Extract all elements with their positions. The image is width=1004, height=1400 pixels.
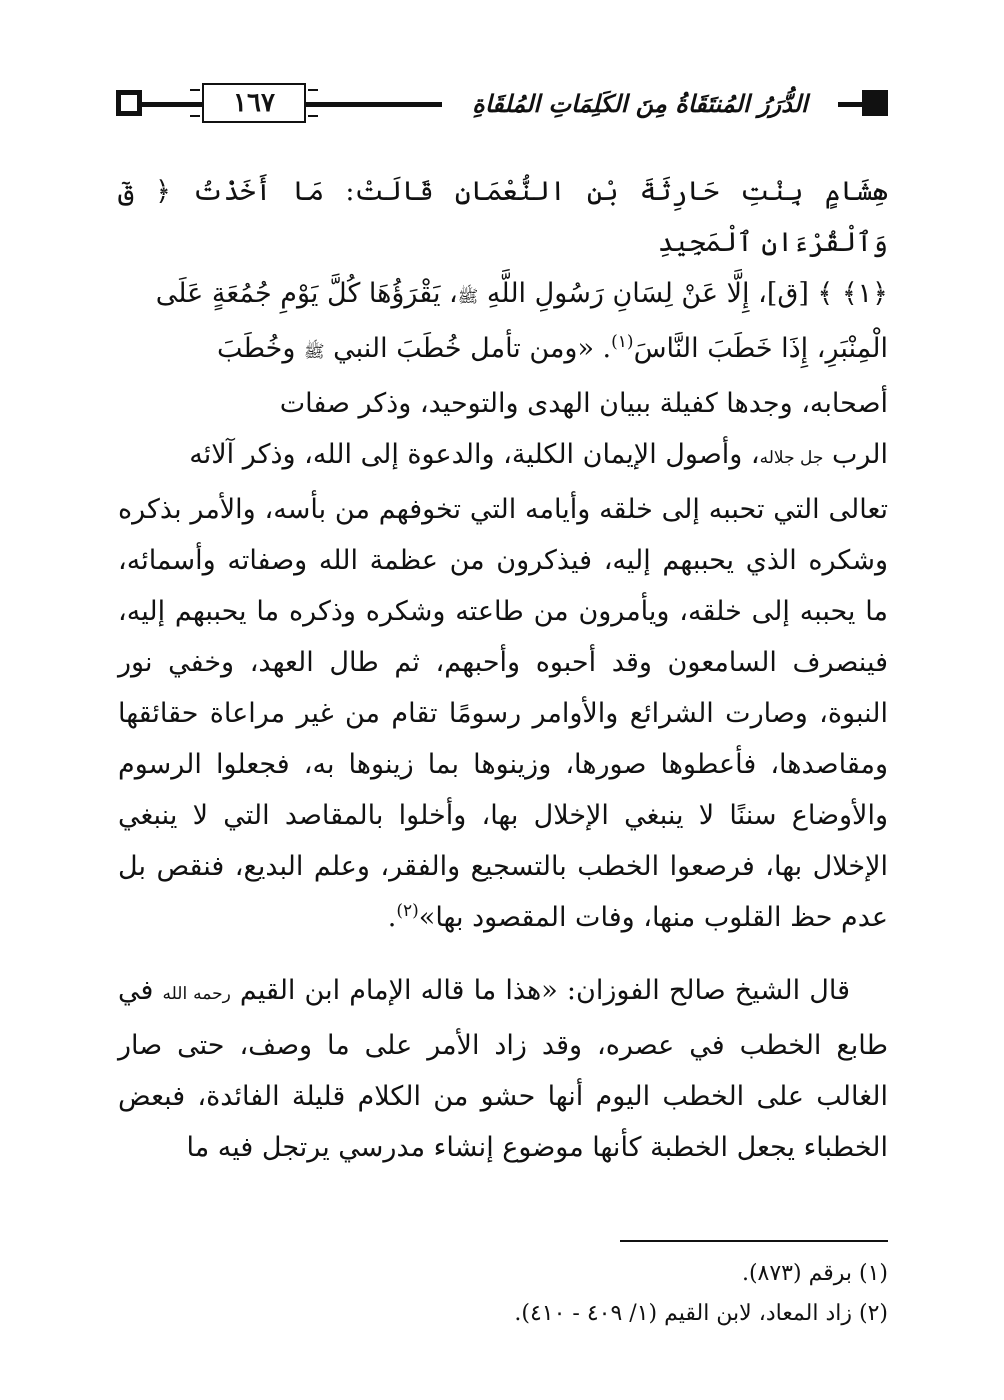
- text-line: ، وأصول الإيمان الكلية، والدعوة إلى الله، وذكر آلائه: [189, 439, 760, 470]
- footnote-2: (٢) زاد المعاد، لابن القيم (١/ ٤٠٩ - ٤١٠).: [514, 1301, 888, 1326]
- header-left-square-ornament: [116, 90, 142, 116]
- text-line: .: [387, 902, 397, 933]
- text-line: الرب: [831, 439, 888, 470]
- text-line: أصحابه، وجدها كفيلة ببيان الهدى والتوحيد، وذكر صفات: [279, 388, 888, 419]
- text-line: . «ومن تأمل خُطَبَ النبي: [333, 333, 612, 364]
- header-right-square-ornament: [862, 90, 888, 116]
- honorific-glyph: ﷺ: [303, 342, 325, 362]
- honorific-glyph: جل جلاله: [759, 448, 824, 468]
- text-line: الْمِنْبَرِ، إِذَا خَطَبَ النَّاسَ: [633, 333, 888, 364]
- text-block: في طابع الخطب في عصره، وقد زاد الأمر على ما وصف، حتى صار الغالب على الخطب اليوم أنها حشو من الكلام قليلة الفائدة، فبعض الخطباء يجعل الخطبة كأنها موضوع إنشاء مدرسي يرتجل فيه ما: [118, 975, 888, 1163]
- paragraph-1: [118, 166, 888, 943]
- text-line: وخُطَبَ: [217, 333, 296, 364]
- text-line: ، يَقْرَؤُهَا كُلَّ يَوْمِ جُمُعَةٍ عَلَى: [155, 278, 458, 309]
- page-number: ١٦٧: [202, 83, 306, 123]
- honorific-glyph: ﷺ: [457, 287, 479, 307]
- honorific-glyph: رحمه الله: [162, 984, 231, 1004]
- footnote-ref: (١): [611, 332, 634, 352]
- text-line: ﴿١﴾ ﴾ [ق]، إِلَّا عَنْ لِسَانِ رَسُولِ اللَّهِ: [486, 278, 888, 309]
- footnote-separator: [620, 1240, 888, 1242]
- main-text: [118, 166, 888, 1173]
- book-title: الدُّرَرُ المُنتَقَاةُ مِنَ الكَلِمَاتِ المُلقَاةِ: [442, 84, 838, 124]
- footnote-1: (١) برقم (٨٧٣).: [741, 1261, 888, 1286]
- paragraph-2: [118, 965, 888, 1173]
- page-header: [112, 80, 892, 128]
- text-line: قال الشيخ صالح الفوزان: «هذا ما قاله الإمام ابن القيم: [239, 975, 851, 1006]
- footnote-ref: (٢): [396, 901, 419, 921]
- footnotes: [300, 1254, 888, 1334]
- text-block: تعالى التي تحببه إلى خلقه وأيامه التي تخوفهم من بأسه، والأمر بذكره وشكره الذي يحببهم إليه، فيذكرون من عظمة الله وصفاته وأسمائه، ما يحببه إلى خلقه، ويأمرون من طاعته وشكره وذكره ما يحببهم إليه، فينصرف السامعون وقد أحبوه وأحبهم، ثم طال العهد، وخفي نور النبوة، وصارت الشرائع والأوامر رسومًا تقام من غير مراعاة حقائقها ومقاصدها، فأعطوها صورها، وزينوها بما زينوها به، فجعلوا الرسوم والأوضاع سننًا لا ينبغي الإخلال بها، وأخلوا بالمقاصد التي لا ينبغي الإخلال بها، فرصعوا الخطب بالتسجيع والفقر، وعلم البديع، فنقص بل عدم حظ القلوب منها،: [118, 494, 888, 933]
- text-line: هِشَامٍ بِنْتِ حَارِثَةَ بْنِ النُّعْمَانِ قَالَتْ: مَا أَخَذْتُ ﴿ قٓ وَٱلْقُرْءَانِ ٱلْمَجِيدِ: [118, 176, 888, 258]
- text-line: وفات المقصود بها»: [418, 902, 635, 933]
